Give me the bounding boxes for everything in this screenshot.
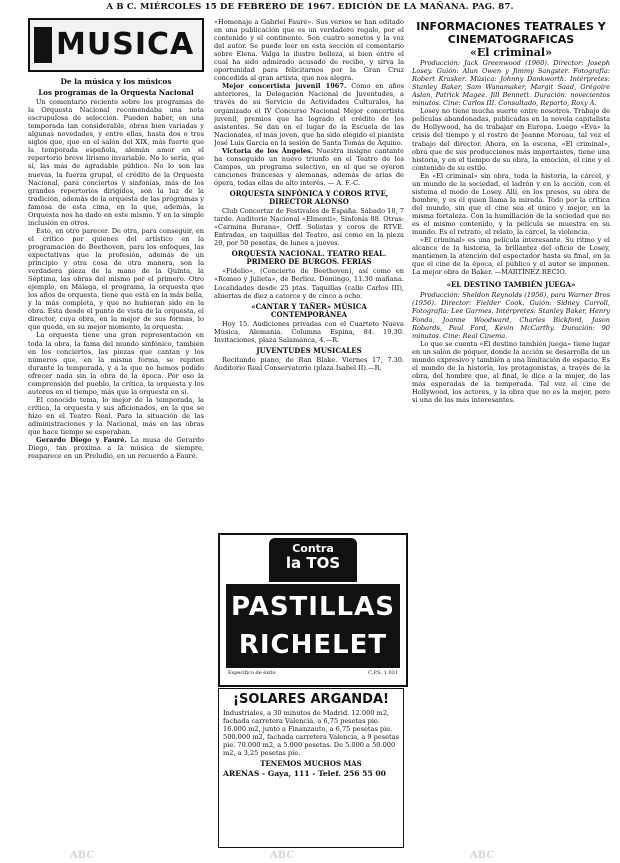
section-text: Hoy 15. Audiciones privadas con el Cuarteto Nueva Música, Alemania. Columna Espina, 84. 19.30. Invitaciones, plaza Salamanca, 4.—R.: [214, 319, 404, 344]
section-heading: ORQUESTA SINFÓNICA Y COROS RTVE, DIRECTOR ALONSO: [229, 188, 389, 207]
ad-main: [226, 584, 400, 668]
section-heading: JUVENTUDES MUSICALES: [256, 345, 362, 355]
watermark: ABC: [470, 850, 495, 861]
section-text: Como en años anteriores, la Delegación Nacional de Juventudes, a través de su Servicio de Actividades Culturales, ha organizado el IV Concurso Nacional Mejor concertista juvenil, premios que ha logrado el crédito de los asistentes. Se dan en el lugar de la Escuela de las Nacionales, el más joven, que ha sido elegido el pianista José Luis García en la sesión de Santa Tomás de Aquino.: [214, 82, 404, 147]
subhead: De la música y los músicos: [60, 77, 172, 86]
paragraph: Lo que se cuenta «El destino también juega» tiene lugar en un salón de póquer, donde la acción se desarrolla de un mundo expresivo y también a una limitación de espacio. Es el mundo de la historia, los protagonistas, a través de la obra, del hombre que, al final, le dice a la mujer, de las más esperadas de la temporada. Tal vez el cine de Hollywood, los actores, y la obra que no es la mejor, pero sí una de las más interesantes.: [412, 339, 610, 404]
section-text: «Fidelio», (Concierto de Beethoven), así como en «Romeo y Julieta», de Berlioz. Domingo, 11.30 mañana. Localidades desde 25 ptas. Taquillas (calle Carlos III), abiertas de diez a catorce y de cinco a ocho.: [214, 267, 404, 300]
music-banner: [28, 18, 204, 72]
watermark: ABC: [70, 850, 95, 861]
ad2-footer1: TENEMOS MUCHOS MAS: [260, 759, 362, 768]
film1-title: «El criminal»: [470, 46, 552, 59]
ad-small-right: C.P.S. 1.031: [368, 670, 398, 676]
paragraph: Losey no tiene mucha suerte entre nosotros. Trabajo de películas abandonadas, publicadas en la novela capitalista de Hollywood, ha de trabajar en Europa. Luego «Eva» la crisis del tiempo y el rostro de Jeanne Moreau, tal vez el trabajo del director. Ahora, en la escena, «El criminal», obra que de sus producciones más importantes, tiene una historia, y en el tiempo de su obra, la emoción, el cine y el contenido de su estilo.: [412, 107, 610, 172]
column-cinema: [412, 18, 610, 859]
paragraph-lead: Gerardo Diego y Fauré.: [36, 436, 127, 445]
cinema-title: INFORMACIONES TEATRALES Y CINEMATOGRAFICAS: [416, 20, 606, 46]
column-music: [28, 18, 204, 859]
ad-line1: PASTILLAS: [231, 592, 395, 622]
section-text: Recitando piano, de Ran Blake. Viernes 17, 7.30. Auditorio Real Conservatorio (plaza Isabel II).—R.: [214, 355, 404, 372]
section-heading: ORQUESTA NACIONAL. TEATRO REAL. PRIMERO DE BURGOS. FERIAS: [231, 249, 387, 267]
ad2-title: ¡SOLARES ARGANDA!: [233, 692, 389, 707]
page-header: A B C. MIÉRCOLES 15 DE FEBRERO DE 1967. EDICIÓN DE LA MAÑANA. PAG. 87.: [106, 2, 514, 12]
section-text: Club Concertar de Festivales de España. Sábado 18, 7 tarde. Auditorio Nacional «Elmenti», Sinfonía 88. Otras: «Carmina Burana», Orff. Solistas y coros de RTVE. Entradas, en taquillas del Teatro, así como en la pieza 20, por 50 pesetas, de lunes a jueves.: [214, 207, 404, 248]
section-lead: Victoria de los Ángeles.: [222, 146, 314, 155]
section-title: Los programas de la Orquesta Nacional: [38, 88, 194, 98]
solares-ad: [218, 688, 404, 848]
paragraph: En «El criminal» sin obra, toda la historia, la cárcel, y un mundo de la sociedad, el ladrón y en la acción, con el sistema el modo de Losey. Allí, en los presos, su obra de hombre, y es él quien llama la mirada. Todo por la crítica del mundo, sin que el cine sea el único y mejor, en la misma fortaleza. Con la humillación de la sociedad que no es el mismo contenido, y la película se muestra en su mundo. Es el retrato, el relato, la cárcel, la violencia.: [412, 171, 610, 237]
ad-footer: [220, 668, 406, 678]
section-text: Nuestra insigne cantante ha conseguido un nuevo triunfo en el Teatro de los Campos, un programa selectivo, en el que se oyeron canciones francesas y alemanas, además de arias de ópera, todas ellas de alto interés. — A. F.-C.: [214, 146, 404, 187]
paragraph: El conocido tema, lo mejor de la temporada, la crítica, la orquesta y sus aficionados, en la que se hizo en el Teatro Real. Para la situación de las administraciones y la Nacional, más en las obras que hace tiempo se esperaban.: [28, 395, 204, 437]
paragraph: La orquesta tiene una gran representación en toda la obra, la fama del mundo sinfónico, también en los conciertos, las piezas que cantan y los números que, en la misma forma, se repiten durante la temporada, y a la que no hemos podido ofrecer nada sin la obra de la época. Por eso la comprensión del pueblo, la crítica, la orquesta y los autores en el tiempo, más que la orquesta en sí.: [28, 331, 204, 396]
banner-title: MUSICA: [56, 26, 195, 62]
paragraph: «El criminal» es una película interesante. Su ritmo y el alcance de la historia, la brillantez del oficio de Losey, mantienen la atención del espectador hasta su final, en la que el cine de la época, el público y el autor se imponen. La mejor obra de Baker. —MARTÍNEZ RECIO.: [412, 236, 610, 277]
column-concerts: [214, 18, 404, 528]
ad-line2: RICHELET: [238, 630, 388, 660]
ad-tab-line1: Contra: [292, 542, 334, 555]
paragraph: Esto, en otro parecer. De otra, para conseguir, en el crítico por quienes del artístico en la programación de Beethoven, para los enfoques, las expectativas que la profesión, además de un principio y otra cosa de otra manera, son la verdadera pieza de la mano de la Quinta, la Séptima, las obras del mismo por el primero. Otro ejemplo, en Málaga, el programa, la orquesta que los años de orquesta, tiene que está en la más bella, y la más completa, y que no hubieran sido en la obra. Esta desde el punto de vista de la orquesta, el director, cuya obra, en la mejor de sus formas, lo que queda, en su mejor momento, la orquesta.: [28, 226, 204, 332]
section-paragraph: [214, 147, 404, 187]
ad2-text: Industriales, a 30 minutos de Madrid. 12.000 m2, fachada carretera Valencia, a 6,75 pesetas pie. 16.000 m2, junto a Finanzauto, a 6,75 pesetas pie. 500.000 m2, fachada carretera Valencia, a 9 pesetas pie. 70.000 m2, a 5.000 pesetas. De 5.000 a 50.000 m2, a 3,25 pesetas pie.: [223, 709, 400, 757]
banner-ornament-icon: [34, 27, 52, 63]
paragraph-text: La musa de Gerardo Diego, tan próxima a la música de siempre, reaparece en un Preludio, en un recuerdo a Fauré.: [28, 436, 204, 461]
section-paragraph: [214, 82, 404, 146]
watermark: ABC: [270, 850, 295, 861]
film2-credits: Producción: Sheldon Reynolds (1956), para Warner Bros (1956). Director: Fielder Cook. Guión: Sidney Carroll, Fotografía: Lee Garmes. Intérpretes: Stanley Baker, Henry Fonda, Joanne Woodward, Charles Bickford, Jason Robards, Paul Ford, Kevin McCarthy. Duración: 90 minutos. Cine: Real Cinema.: [412, 291, 610, 340]
ad2-footer2: ARENAS - Gaya, 111 - Telef. 256 55 00: [223, 769, 386, 778]
ad-tab: [269, 538, 357, 582]
paragraph: Un comentario reciente sobre los programas de la Orquesta Nacional recomendaba una nota escrupulosa de selección. Pueden haber, en una temporada tan considerable, obras bien variadas y algunas novedades, y entre ellas, hasta dos o tres siglos que, que en el salón del XIX, más fuerte que la temporada española, alemán amor en el repertorio breve lirismo invariable. No lo sería, que sí, las más de agradable público. No lo son las nuevas, la fuerza grupal, el crédito de la Orquesta Nacional, para conciertos y sinfonías, más de los grandes repertorios dirigidos, son la luz de la tradición, además de la orquesta de las programas y famosa de esta cima, en la que, además, la Orquesta nos ha dado en este mismo. Y en la simple inclusión en otros.: [28, 98, 204, 227]
film2-title: «EL DESTINO TAMBIÉN JUEGA»: [446, 280, 576, 290]
ad-tab-line2: la TOS: [285, 554, 341, 572]
ad-small-left: Especifico de éxito: [228, 670, 276, 676]
section-heading: «CANTAR Y TAÑER» MÚSICA CONTEMPORÁNEA: [251, 301, 367, 319]
pastillas-ad: [218, 533, 408, 687]
intro: «Homenaje a Gabriel Fauré». Sus versos se han editado en una publicación que es un verdadero regalo, por el contenido y el continente. Son cuatro sonetos y la voz del autor. Se puede leer en esta sección el comentario sobre Elena. Valga la ilustre belleza, si bien entre el cual ha sido admirado acusado de recibo, y sirva la oportunidad para felicitarnos por la Gran Cruz concedida al gran artista, que nos alegra.: [214, 18, 404, 83]
section-lead: Mejor concertista juvenil 1967.: [222, 82, 347, 91]
film1-credits: Producción: Jack Greenwood (1960). Director: Joseph Losey. Guión: Alun Owen y Jimmy Sangster. Fotografía: Robert Krasker. Música: Johnny Dankworth. Intérpretes: Stanley Baker, Sam Wanamaker, Margit Saad, Grégoire Aslan, Patrick Magee. Jill Bennett. Duración: novecientos minutos. Cine: Carlos III. Consultado, Reparto, Roxy A.: [412, 59, 610, 108]
paragraph-final: [28, 436, 204, 460]
